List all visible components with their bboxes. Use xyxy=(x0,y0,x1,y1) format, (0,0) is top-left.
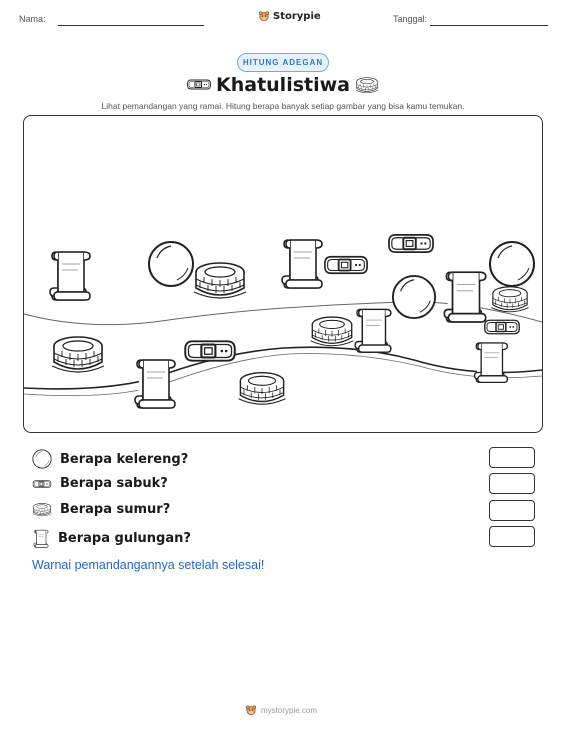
activity-badge: HITUNG ADEGAN xyxy=(237,53,329,72)
belt-icon xyxy=(389,235,433,252)
date-label: Tanggal: xyxy=(393,14,428,24)
well-icon xyxy=(194,263,246,298)
question-text: Berapa sumur? xyxy=(60,502,171,517)
well-icon xyxy=(355,76,379,94)
well-icon xyxy=(311,317,354,346)
name-label: Nama: xyxy=(19,14,46,24)
marble-icon xyxy=(32,449,52,469)
well-icon xyxy=(32,502,52,517)
question-text: Berapa gulungan? xyxy=(58,530,191,546)
belt-icon xyxy=(485,320,520,334)
scroll-icon xyxy=(444,272,485,322)
coloring-note: Warnai pemandangannya setelah selesai! xyxy=(32,558,265,572)
date-field[interactable] xyxy=(430,25,548,26)
brand-name: Storypie xyxy=(273,10,321,22)
belt-icon xyxy=(325,257,367,274)
question-text: Berapa sabuk? xyxy=(60,476,168,491)
scroll-icon xyxy=(282,240,322,288)
question-scrolls xyxy=(32,528,191,548)
marble-icon xyxy=(149,242,193,286)
scroll-icon xyxy=(135,360,175,408)
scroll-icon xyxy=(475,343,508,382)
footer-url[interactable]: mystorypie.com xyxy=(261,705,318,715)
well-icon xyxy=(491,287,528,312)
answer-box-wells[interactable] xyxy=(489,500,535,521)
storypie-logo-icon xyxy=(258,10,270,22)
counting-scene xyxy=(23,115,543,433)
well-icon xyxy=(52,337,104,372)
instructions: Lihat pemandangan yang ramai. Hitung berapa banyak setiap gambar yang bisa kamu temukan. xyxy=(101,101,465,111)
marble-icon xyxy=(490,242,534,286)
question-marbles xyxy=(32,449,188,469)
answer-box-scrolls[interactable] xyxy=(489,526,535,547)
footer xyxy=(245,704,317,716)
answer-box-marbles[interactable] xyxy=(489,447,535,468)
belt-icon xyxy=(185,341,235,360)
question-wells xyxy=(32,502,170,517)
name-field[interactable] xyxy=(58,25,204,26)
scroll-icon xyxy=(32,528,50,548)
belt-icon xyxy=(32,479,52,489)
question-text: Berapa kelereng? xyxy=(60,451,189,467)
marble-icon xyxy=(393,276,435,318)
scroll-icon xyxy=(355,309,391,352)
answer-box-belts[interactable] xyxy=(489,473,535,494)
brand xyxy=(258,10,321,22)
scene-artwork xyxy=(24,116,542,432)
well-icon xyxy=(239,373,286,405)
storypie-logo-icon xyxy=(245,704,257,716)
scroll-icon xyxy=(50,252,90,300)
page-title: Khatulistiwa xyxy=(216,74,350,96)
question-belts xyxy=(32,476,168,491)
